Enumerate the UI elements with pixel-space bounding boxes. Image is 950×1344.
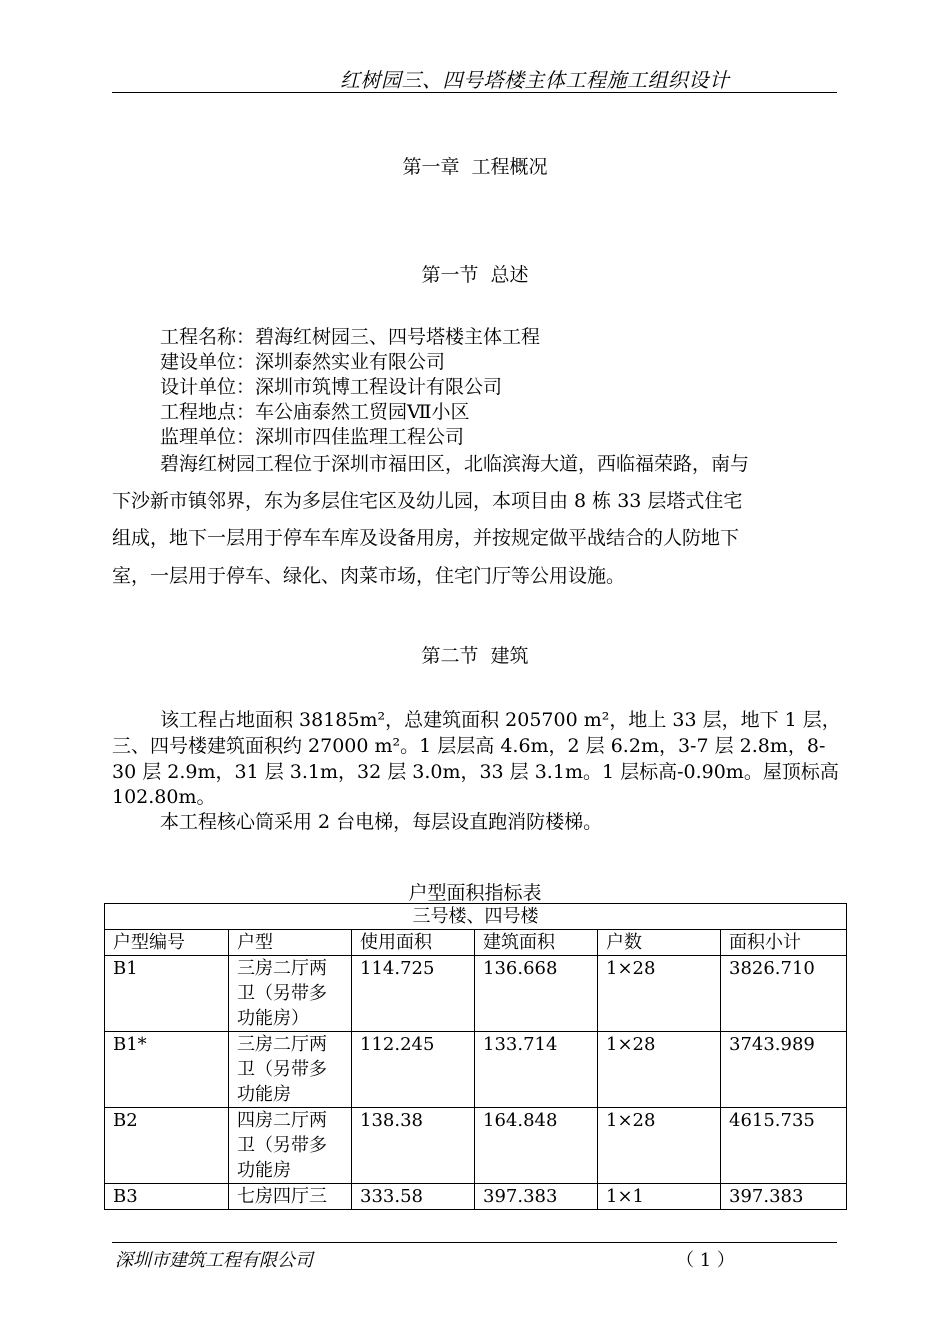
overview-paragraph-line: 室，一层用于停车、绿化、肉菜市场，住宅门厅等公用设施。 [112,565,626,587]
section1-title: 第一节 总述 [421,264,529,286]
unit-type-line: 卫（另带多 [237,1059,327,1080]
unit-type-cell [229,1032,352,1108]
unit-code-cell: B1* [105,1032,229,1108]
build-area-cell: 136.668 [475,956,598,1032]
unit-code-cell: B1 [105,956,229,1032]
section2-title: 第二节 建筑 [421,645,529,667]
table-row [105,1184,847,1210]
header-rule [112,92,837,93]
build-area-cell: 164.848 [475,1108,598,1184]
table-group-header: 三号楼、四号楼 [105,904,847,930]
unit-code-cell: B2 [105,1108,229,1184]
unit-type-line: 三房二厅两 [237,1034,327,1055]
info-location: 工程地点：车公庙泰然工贸园Ⅶ小区 [160,401,470,423]
unit-count-cell: 1×28 [598,956,721,1032]
use-area-cell: 114.725 [352,956,475,1032]
unit-count-cell: 1×28 [598,1108,721,1184]
page-number: （ 1 ） [676,1250,735,1271]
build-area-cell: 133.714 [475,1032,598,1108]
unit-type-line: 四房二厅两 [237,1110,327,1131]
table-row [105,1108,847,1184]
building-paragraph-line: 102.80m。 [112,786,216,808]
column-header: 户型 [229,930,352,956]
use-area-cell: 333.58 [352,1184,475,1210]
info-project-name: 工程名称：碧海红树园三、四号塔楼主体工程 [160,326,541,348]
use-area-cell: 138.38 [352,1108,475,1184]
use-area-cell: 112.245 [352,1032,475,1108]
chapter-title: 第一章 工程概况 [402,156,548,178]
document-header-title: 红树园三、四号塔楼主体工程施工组织设计 [340,68,730,92]
unit-type-line: 七房四厅三 [237,1186,327,1207]
unit-type-cell [229,1184,352,1210]
unit-count-cell: 1×1 [598,1184,721,1210]
building-paragraph-line: 三、四号楼建筑面积约 27000 m²。1 层层高 4.6m，2 层 6.2m，3-7 层 2.8m，8- [112,735,826,757]
area-subtotal-cell: 3743.989 [721,1032,847,1108]
column-header: 使用面积 [352,930,475,956]
area-subtotal-cell: 3826.710 [721,956,847,1032]
unit-area-table [104,903,847,1210]
info-developer: 建设单位：深圳泰然实业有限公司 [160,351,446,373]
unit-type-line: 卫（另带多 [237,1135,327,1156]
unit-type-cell [229,956,352,1032]
build-area-cell: 397.383 [475,1184,598,1210]
elevator-paragraph: 本工程核心筒采用 2 台电梯，每层设直跑消防楼梯。 [160,811,603,833]
table-row [105,1032,847,1108]
overview-paragraph-line: 下沙新市镇邻界，东为多层住宅区及幼儿园，本项目由 8 栋 33 层塔式住宅 [112,490,743,512]
table-title: 户型面积指标表 [408,882,542,904]
unit-code-cell: B3 [105,1184,229,1210]
unit-count-cell: 1×28 [598,1032,721,1108]
overview-paragraph-line: 碧海红树园工程位于深圳市福田区，北临滨海大道，西临福荣路，南与 [160,453,750,475]
footer-rule [112,1242,837,1243]
column-header: 面积小计 [721,930,847,956]
column-header: 户型编号 [105,930,229,956]
building-paragraph-line: 该工程占地面积 38185m²，总建筑面积 205700 m²，地上 33 层，地下 1 层， [160,709,841,731]
unit-type-line: 卫（另带多 [237,983,327,1004]
info-supervisor: 监理单位：深圳市四佳监理工程公司 [160,426,465,448]
unit-type-line: 功能房 [237,1160,291,1181]
unit-type-line: 功能房 [237,1084,291,1105]
unit-type-line: 功能房） [237,1008,309,1029]
area-subtotal-cell: 4615.735 [721,1108,847,1184]
info-designer: 设计单位：深圳市筑博工程设计有限公司 [160,376,503,398]
building-paragraph-line: 30 层 2.9m，31 层 3.1m，32 层 3.0m，33 层 3.1m。1 层标高-0.90m。屋顶标高 [112,761,839,783]
table-group-header-row [105,904,847,930]
table-header-row [105,930,847,956]
overview-paragraph-line: 组成，地下一层用于停车车库及设备用房，并按规定做平战结合的人防地下 [112,527,740,549]
column-header: 建筑面积 [475,930,598,956]
unit-type-cell [229,1108,352,1184]
table-row [105,956,847,1032]
footer-company: 深圳市建筑工程有限公司 [115,1250,313,1271]
column-header: 户数 [598,930,721,956]
unit-type-line: 三房二厅两 [237,958,327,979]
area-subtotal-cell: 397.383 [721,1184,847,1210]
